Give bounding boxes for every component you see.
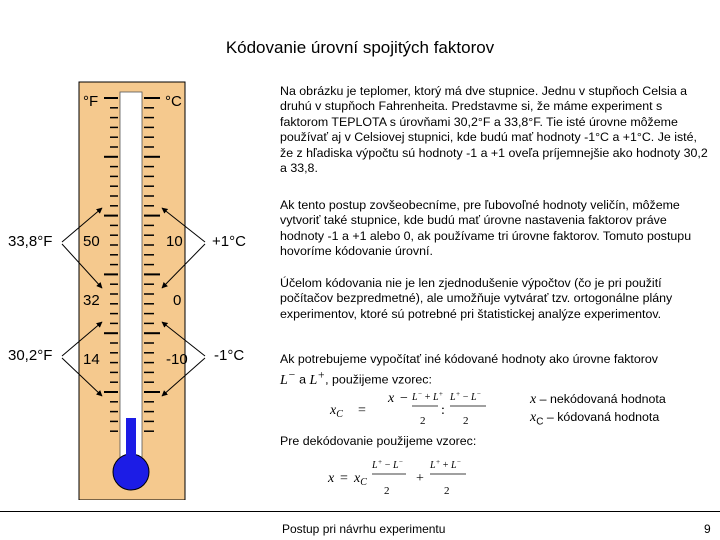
- svg-text:xC: [353, 471, 367, 488]
- coding-intro-text: Ak potrebujeme vypočítať iné kódované hodnoty ako úrovne faktorov: [280, 352, 658, 366]
- decoding-x: x: [328, 471, 335, 486]
- svg-text:L+ + L−: L+ + L−: [430, 458, 462, 471]
- f-tick-32: 32: [83, 292, 100, 309]
- level-33-8f-label: 33,8°F: [8, 233, 53, 250]
- legend-x-desc: – nekódovaná hodnota: [539, 392, 666, 406]
- paragraph-purpose: Účelom kódovania nie je len zjednodušenie výpočtov (čo je pri použití počítačov bezpredmetné), ale umožňuje vytvárať tzv. ortogonálne plány experimentov, ktoré sú potrebné pri štatistickej analýze experimentov.: [280, 276, 673, 321]
- coding-intro-tail: , použijeme vzorec:: [325, 373, 432, 388]
- l-minus-symbol: L: [280, 373, 288, 389]
- legend-xc: [530, 410, 659, 427]
- thermometer-diagram: [0, 0, 280, 500]
- coding-x: x: [388, 391, 395, 406]
- svg-text:L+ − L−: L+ − L−: [372, 458, 404, 471]
- thermometer-tube: [120, 92, 142, 462]
- coding-eq: =: [358, 403, 366, 418]
- decoding-two-b: 2: [444, 485, 450, 497]
- decoding-xc: x: [354, 471, 361, 486]
- coding-xc: x: [330, 403, 337, 418]
- page-number: 9: [704, 522, 711, 536]
- coding-div: :: [441, 403, 445, 418]
- c-tick-10: 10: [166, 233, 183, 250]
- l-plus-symbol: L: [309, 373, 318, 389]
- paragraph-decoding: Pre dekódovanie použijeme vzorec:: [280, 434, 477, 448]
- legend-x-symbol: x: [530, 392, 537, 407]
- svg-text:xC: [329, 403, 343, 420]
- svg-text:L− + L+: L− + L+: [412, 390, 444, 403]
- decoding-eq: =: [340, 471, 348, 486]
- mercury-bulb: [113, 454, 149, 490]
- conjunction: a: [299, 373, 307, 388]
- legend-xc-desc: – kódovaná hodnota: [546, 410, 660, 424]
- paragraph-generalization: Ak tento postup zovšeobecníme, pre ľubovoľné hodnoty veličín, môžeme vytvoriť také stupnice, kde budú mať úrovne nastavenia faktorov práve hodnoty -1 a +1 alebo 0, ak používame tri úrovne faktorov. Tomuto postupu hovoríme kódovanie úrovní.: [280, 198, 692, 259]
- paragraph-intro: Na obrázku je teplomer, ktorý má dve stupnice. Jednu v stupňoch Celsia a druhú v stupňoch Fahrenheita. Predstavme si, že máme experiment s faktorom TEPLOTA s úrovňami 30,2°F a 33,8°F. Tie isté úrovne môžeme používať aj v Celsiovej stupnici, kde budú mať hodnoty -1°C a +1°C. Je isté, že z hľadiska výpočtu sú hodnoty -1 a +1 oveľa príjemnejšie ako hodnoty 30,2 a 33,8.: [280, 84, 708, 176]
- decoding-two-a: 2: [384, 485, 390, 497]
- c-tick-minus10: -10: [166, 351, 188, 368]
- coding-minus: −: [400, 391, 408, 406]
- f-tick-50: 50: [83, 233, 100, 250]
- coding-two-b: 2: [463, 415, 469, 427]
- legend-xc-sub: C: [536, 416, 544, 428]
- level-plus1c-label: +1°C: [212, 233, 246, 250]
- legend-xc-symbol: x: [530, 410, 537, 425]
- celsius-unit-label: °C: [165, 93, 182, 110]
- level-minus1c-label: -1°C: [214, 347, 245, 364]
- c-tick-0: 0: [173, 292, 182, 309]
- decoding-plus: +: [416, 471, 424, 486]
- fahrenheit-unit-label: °F: [83, 93, 99, 110]
- coding-xc-sub: C: [336, 409, 343, 420]
- footer-text: Postup pri návrhu experimentu: [282, 522, 446, 536]
- coding-formula: [320, 388, 490, 432]
- footer-divider: [0, 511, 720, 512]
- level-30-2f-label: 30,2°F: [8, 347, 53, 364]
- legend-x: [530, 392, 666, 408]
- slide-title: Kódovanie úrovní spojitých faktorov: [225, 38, 495, 57]
- paragraph-coding-intro: [280, 352, 708, 388]
- decoding-xc-sub: C: [360, 477, 367, 488]
- l-plus-sup: +: [317, 368, 326, 382]
- svg-text:L+ − L−: L+ − L−: [450, 390, 482, 403]
- mercury-column: [126, 418, 136, 458]
- f-tick-14: 14: [83, 351, 100, 368]
- l-minus-sup: −: [287, 368, 296, 382]
- coding-two-a: 2: [420, 415, 426, 427]
- decoding-formula: [320, 456, 480, 502]
